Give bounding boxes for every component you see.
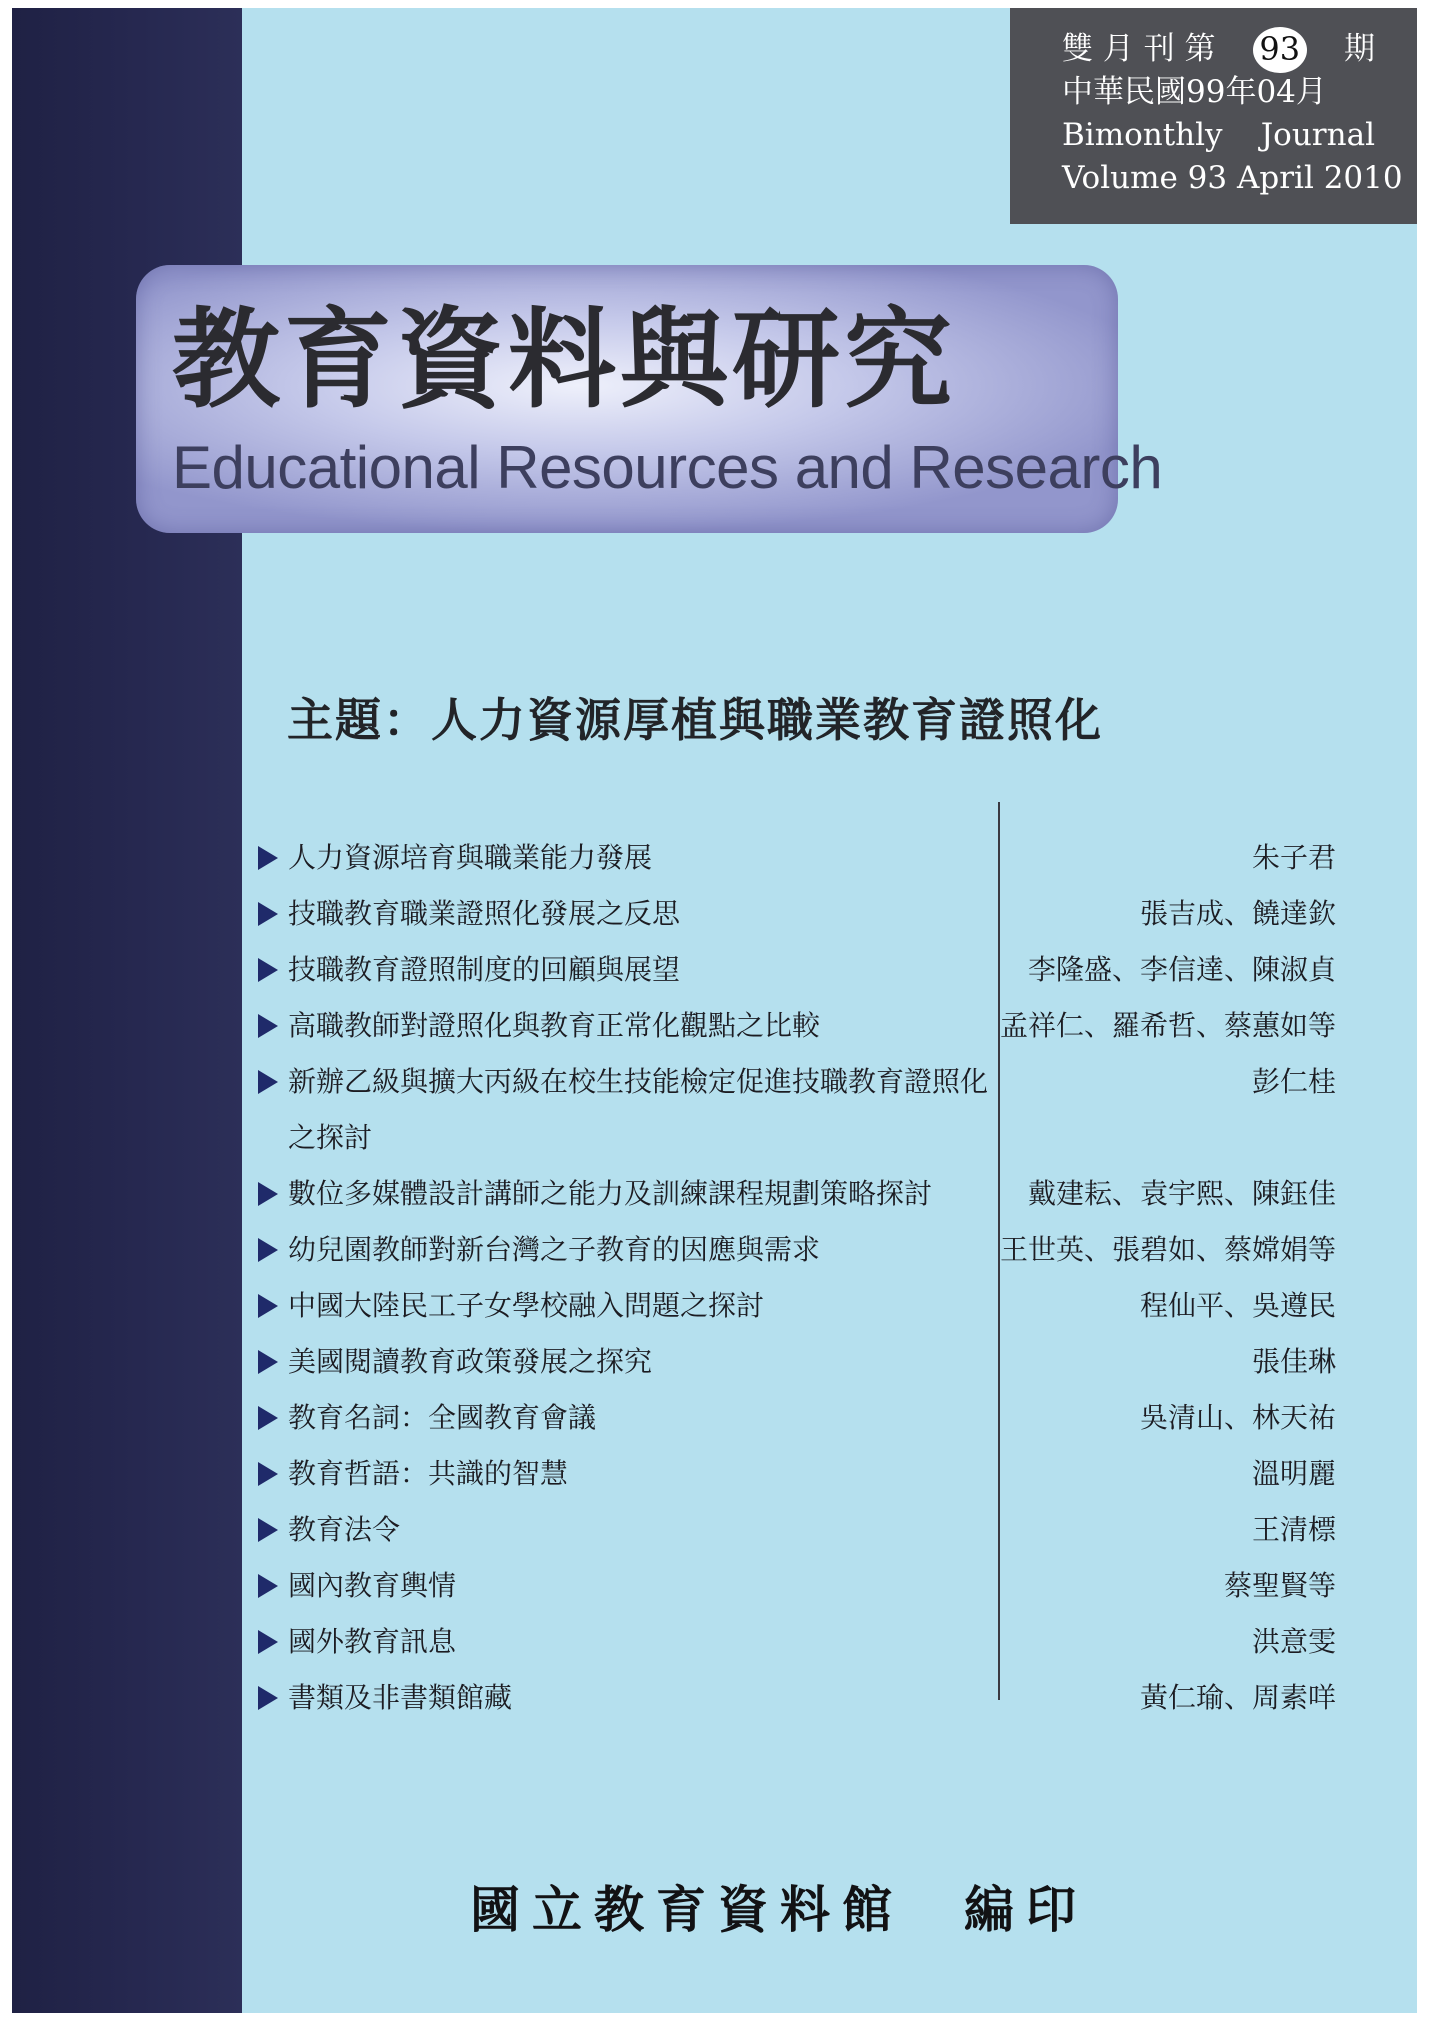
toc-item-title: 幼兒園教師對新台灣之子教育的因應與需求 <box>288 1233 821 1266</box>
toc-item <box>258 1558 1358 1614</box>
toc-item-title: 新辦乙級與擴大丙級在校生技能檢定促進技職教育證照化之探討 <box>288 1065 989 1154</box>
toc-item-author: 溫明麗 <box>1251 1457 1336 1490</box>
triangle-bullet-icon <box>258 1014 278 1038</box>
journal-title-panel <box>136 265 1163 533</box>
toc-item <box>258 1054 1358 1166</box>
triangle-bullet-icon <box>258 958 278 982</box>
triangle-bullet-icon <box>258 1182 278 1206</box>
toc-item-title: 國內教育輿情 <box>288 1569 457 1602</box>
triangle-bullet-icon <box>258 1518 278 1542</box>
toc-item-title: 技職教育證照制度的回顧與展望 <box>288 953 681 986</box>
toc-item-title: 教育哲語：共識的智慧 <box>288 1457 569 1490</box>
toc-item-author: 黃仁瑜、周素咩 <box>1139 1681 1336 1714</box>
toc-item-title: 教育名詞：全國教育會議 <box>288 1401 597 1434</box>
triangle-bullet-icon <box>258 1406 278 1430</box>
toc-item-author: 彭仁桂 <box>1251 1065 1336 1098</box>
issue-suffix: 期 <box>1344 31 1375 67</box>
journal-title-cn: 教育資料與研究 <box>172 297 957 423</box>
toc-item-author: 洪意雯 <box>1251 1625 1336 1658</box>
toc-item-title: 中國大陸民工子女學校融入問題之探討 <box>288 1289 765 1322</box>
triangle-bullet-icon <box>258 1238 278 1262</box>
toc-item <box>258 1446 1358 1502</box>
toc-item <box>258 1334 1358 1390</box>
toc-item-title: 書類及非書類館藏 <box>288 1681 513 1714</box>
toc-item <box>258 830 1358 886</box>
toc-item-author: 蔡聖賢等 <box>1223 1569 1336 1602</box>
issue-bimonthly-line <box>1062 114 1375 157</box>
triangle-bullet-icon <box>258 1630 278 1654</box>
issue-number-badge: 93 <box>1253 27 1307 73</box>
toc-item <box>258 1166 1358 1222</box>
toc-item-author: 張吉成、饒達欽 <box>1139 897 1336 930</box>
triangle-bullet-icon <box>258 1686 278 1710</box>
triangle-bullet-icon <box>258 1294 278 1318</box>
toc-item-author: 李隆盛、李信達、陳淑貞 <box>1027 953 1336 986</box>
toc-item-title: 美國閱讀教育政策發展之探究 <box>288 1345 653 1378</box>
table-of-contents <box>258 830 1358 1726</box>
toc-item-author: 張佳琳 <box>1251 1345 1336 1378</box>
toc-item <box>258 1502 1358 1558</box>
triangle-bullet-icon <box>258 902 278 926</box>
toc-item-author: 王清標 <box>1251 1513 1336 1546</box>
issue-en-word2: Journal <box>1260 117 1375 153</box>
issue-date-cn: 中華民國99年04月 <box>1062 74 1327 110</box>
issue-volume-line: Volume 93 April 2010 <box>1062 160 1403 196</box>
toc-item-title: 國外教育訊息 <box>288 1625 457 1658</box>
triangle-bullet-icon <box>258 1462 278 1486</box>
toc-item-title: 高職教師對證照化與教育正常化觀點之比較 <box>288 1009 821 1042</box>
toc-item-title: 人力資源培育與職業能力發展 <box>288 841 653 874</box>
toc-item-title: 技職教育職業證照化發展之反思 <box>288 897 681 930</box>
toc-item-author: 戴建耘、袁宇熙、陳鈺佳 <box>1027 1177 1336 1210</box>
toc-item <box>258 886 1358 942</box>
toc-item-title: 教育法令 <box>288 1513 401 1546</box>
issue-en-word1: Bimonthly <box>1062 117 1223 153</box>
issue-frequency: 雙 月 刊 第 <box>1062 31 1216 67</box>
issue-frequency-line <box>1062 28 1375 71</box>
toc-item <box>258 1670 1358 1726</box>
toc-item <box>258 1390 1358 1446</box>
triangle-bullet-icon <box>258 1070 278 1094</box>
publisher-role: 編印 <box>964 1880 1088 1939</box>
toc-item-author: 孟祥仁、羅希哲、蔡蕙如等 <box>999 1009 1336 1042</box>
toc-item-author: 吳清山、林天祐 <box>1139 1401 1336 1434</box>
toc-item <box>258 1614 1358 1670</box>
toc-item-author: 王世英、張碧如、蔡嫦娟等 <box>999 1233 1336 1266</box>
triangle-bullet-icon <box>258 846 278 870</box>
triangle-bullet-icon <box>258 1350 278 1374</box>
publisher-line <box>470 1875 1088 1945</box>
issue-theme: 主題：人力資源厚植與職業教育證照化 <box>287 693 1103 747</box>
journal-title-en: Educational Resources and Research <box>172 434 1163 501</box>
triangle-bullet-icon <box>258 1574 278 1598</box>
toc-item-author: 程仙平、吳遵民 <box>1139 1289 1336 1322</box>
toc-item <box>258 942 1358 998</box>
toc-item <box>258 1278 1358 1334</box>
toc-item-title: 數位多媒體設計講師之能力及訓練課程規劃策略探討 <box>288 1177 933 1210</box>
toc-item-author: 朱子君 <box>1251 841 1336 874</box>
toc-item <box>258 1222 1358 1278</box>
publisher-name: 國立教育資料館 <box>470 1880 904 1939</box>
issue-info-box <box>1010 8 1417 224</box>
toc-item <box>258 998 1358 1054</box>
